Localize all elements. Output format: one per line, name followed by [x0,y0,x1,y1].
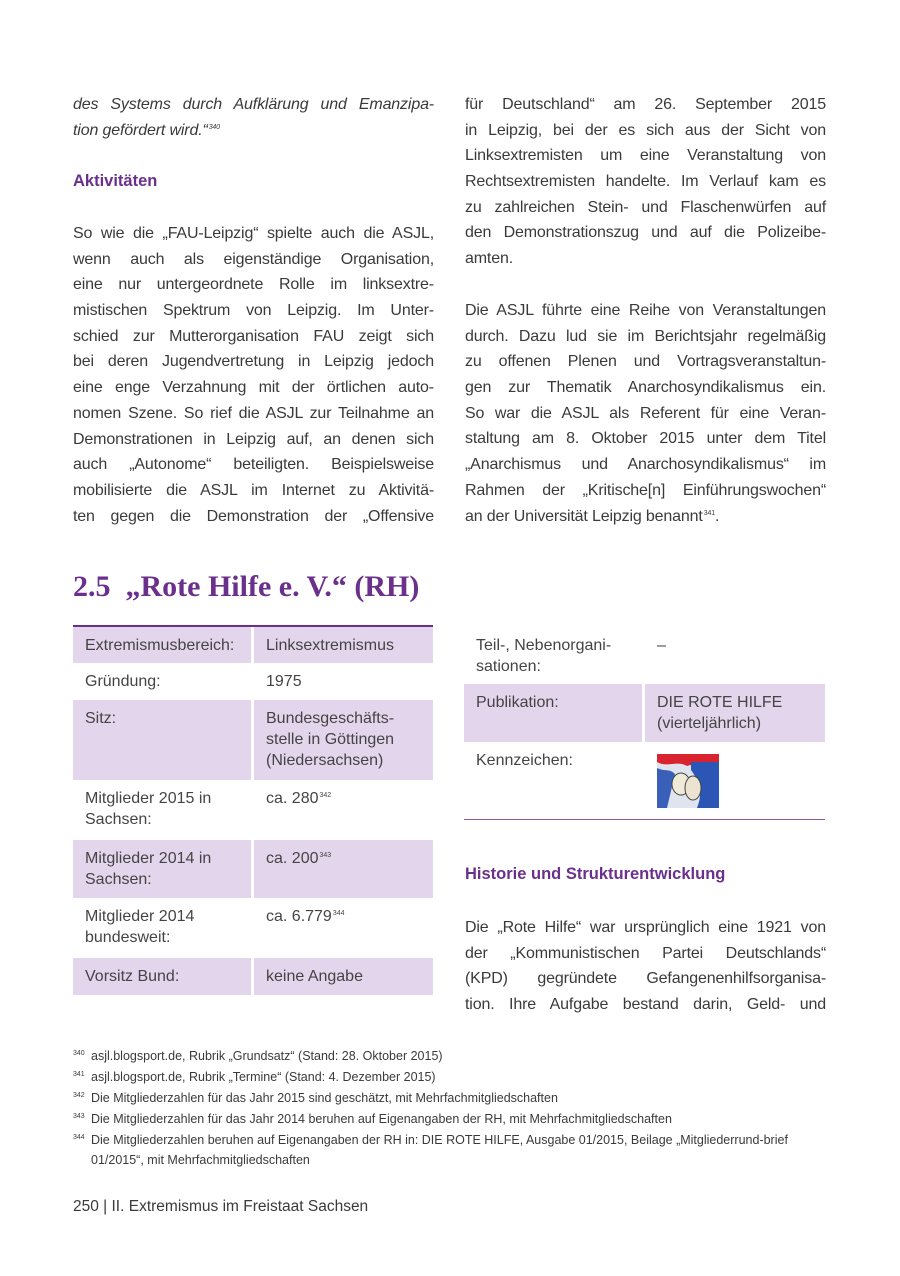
text-line [465,169,826,195]
footnote-text: asjl.blogsport.de, Rubrik „Grundsatz“ (Stand: 28. Oktober 2015) [91,1049,443,1063]
line-text: der „Kommunistischen Partei Deutschlands“ [465,944,826,962]
text-line [465,915,826,941]
table-row [73,627,433,663]
row-label: Teil-, Nebenorgani- sationen: [476,637,612,675]
footnote-number: 344 [73,1134,85,1141]
table-row [73,663,433,700]
row-value-text: Linksextremismus [266,637,395,654]
row-label: Mitglieder 2014 in Sachsen: [73,840,251,898]
text-line [465,992,826,1018]
text-line [73,118,434,144]
line-text: So wie die „FAU-Leipzig“ spielte auch die ASJL, [73,225,434,242]
line-text: bei deren Jugendvertretung in Leipzig jedoch [73,353,434,371]
line-text: zu offenen Plenen und Vortragsveranstaltun- [465,353,826,371]
text-line [465,92,826,118]
line-text: eine nur untergeordnete Rolle im linksextre- [73,276,434,294]
text-line [73,324,434,350]
text-line [73,504,434,530]
text-line [465,220,826,246]
row-value-text: ca. 200 [266,850,319,867]
row-value-text: keine Angabe [266,968,363,985]
line-text: Linksextremisten um eine Veranstaltung von [465,147,826,165]
line-text: „Anarchismus und Anarchosyndikalismus“ im [465,456,826,474]
row-value [645,742,825,819]
row-value [645,627,825,684]
row-value [254,898,433,958]
table-row [73,780,433,840]
line-text: tion gefördert wird.“ [73,121,208,139]
footnote-number: 342 [73,1092,85,1099]
text-line [465,941,826,967]
text-line [465,118,826,144]
row-value-text: 1975 [266,673,302,690]
footnote [73,1109,833,1129]
footnote-number: 340 [73,1050,85,1057]
text-line [73,401,434,427]
line-text: für Deutschland“ am 26. September 2015 [465,96,826,113]
line-text: ten gegen die Demonstration der „Offensive [73,507,434,525]
line-text: auch „Autonome“ beteiligten. Beispielsweise [73,456,434,474]
footnote-text: asjl.blogsport.de, Rubrik „Termine“ (Stand: 4. Dezember 2015) [91,1070,436,1084]
table-row [464,684,825,742]
text-line [465,246,826,272]
line-text: gen zur Thematik Anarchosyndikalismus ein. [465,379,826,397]
right-paragraph-2 [465,298,826,529]
line-text: amten. [465,250,514,268]
table-row [73,700,433,780]
page-footer: 250 | II. Extremismus im Freistaat Sachsen [73,1198,369,1215]
text-line [465,324,826,350]
row-label: Mitglieder 2014 bundesweit: [85,908,195,946]
line-text: an der Universität Leipzig benannt [465,507,703,525]
text-line [73,427,434,453]
footnote [73,1067,833,1087]
row-label: Publikation: [464,684,642,742]
text-line [73,375,434,401]
heading-aktivitaeten: Aktivitäten [73,172,158,190]
row-value [254,663,433,700]
line-text: mobilisierte die ASJL im Internet zu Aktivitä- [73,481,434,499]
fact-table-right [464,627,825,820]
text-line [465,504,826,530]
rote-hilfe-logo-icon [657,754,719,808]
line-text: tion. Ihre Aufgabe bestand darin, Geld- und [465,996,826,1014]
row-value [254,780,433,840]
line-text: So war die ASJL als Referent für eine Veran- [465,404,826,422]
text-line [465,966,826,992]
row-label: Vorsitz Bund: [73,958,251,995]
line-text: zu zahlreichen Stein- und Flaschenwürfen auf [465,198,826,216]
row-label: Sitz: [73,700,251,780]
table-row [464,627,825,684]
footnote-ref: 340 [208,123,220,131]
line-text: eine enge Verzahnung mit der örtlichen auto- [73,379,434,397]
footnote-ref: 343 [319,852,332,859]
line-text: des Systems durch Aufklärung und Emanzipa- [73,96,434,113]
line-text: . [714,507,720,525]
line-text: schied zur Mutterorganisation FAU zeigt sich [73,327,434,345]
line-text: durch. Dazu lud sie im Berichtsjahr regelmäßig [465,327,826,345]
historie-paragraph [465,915,826,1018]
table-row [73,958,433,995]
footnotes [73,1046,833,1171]
text-line [73,247,434,273]
line-text: Rechtsextremisten handelte. Im Verlauf kam es [465,173,826,191]
text-line [73,298,434,324]
row-value [254,958,433,995]
footnote-ref: 344 [332,910,345,917]
line-text: staltung am 8. Oktober 2015 unter dem Titel [465,430,826,448]
row-value [254,840,433,898]
line-text: wenn auch als eigenständige Organisation, [73,250,434,268]
row-value-text: ca. 6.779 [266,908,332,925]
row-value [645,684,825,742]
footnote-number: 341 [73,1071,85,1078]
row-value-text: DIE ROTE HILFE (vierteljährlich) [657,694,783,732]
footnote [73,1088,833,1108]
footnote-text: Die Mitgliederzahlen für das Jahr 2014 beruhen auf Eigenangaben der RH, mit Mehrfachmitgliedschaften [91,1112,672,1126]
table-row [73,840,433,898]
footnote-text: Die Mitgliederzahlen beruhen auf Eigenangaben der RH in: DIE ROTE HILFE, Ausgabe 01/2015, Beilage „Mitgliederrund-brief 01/2015“, mit Mehrfachmitgliedschaften [91,1133,788,1167]
left-top-quote [73,92,434,143]
line-text: Die „Rote Hilfe“ war ursprünglich eine 1921 von [465,919,826,936]
right-paragraph-1 [465,92,826,272]
fact-table-left [73,625,433,995]
row-value [254,627,433,663]
section-heading: 2.5 „Rote Hilfe e. V.“ (RH) [73,570,420,603]
text-line [465,478,826,504]
text-line [465,426,826,452]
text-line [465,401,826,427]
row-value-text: – [657,637,666,654]
text-line [73,272,434,298]
text-line [73,452,434,478]
row-label: Gründung: [85,673,161,690]
line-text: (KPD) gegründete Gefangenenhilfsorganisa- [465,970,826,988]
row-label: Kennzeichen: [476,752,573,769]
footnote-ref: 342 [319,792,332,799]
row-value-text: Bundesgeschäfts- stelle in Göttingen (Niedersachsen) [266,710,395,769]
text-line [73,478,434,504]
footnote-text: Die Mitgliederzahlen für das Jahr 2015 sind geschätzt, mit Mehrfachmitgliedschaften [91,1091,558,1105]
text-line [465,452,826,478]
footnote [73,1046,833,1066]
row-label: Extremismusbereich: [73,627,251,663]
footnote-ref: 341 [703,509,715,517]
text-line [73,349,434,375]
line-text: Rahmen der „Kritische[n] Einführungswochen“ [465,481,826,499]
table-row [464,742,825,819]
table-row [73,898,433,958]
text-line [73,92,434,118]
footnote [73,1130,833,1170]
row-label: Mitglieder 2015 in Sachsen: [85,790,212,828]
text-line [465,195,826,221]
heading-historie: Historie und Strukturentwicklung [465,865,726,883]
line-text: Die ASJL führte eine Reihe von Veranstaltungen [465,302,826,319]
text-line [465,143,826,169]
line-text: den Demonstrationszug und auf die Polizeibe- [465,224,826,242]
line-text: Demonstrationen in Leipzig auf, an denen sich [73,430,434,448]
footnote-number: 343 [73,1113,85,1120]
line-text: nomen Szene. So rief die ASJL zur Teilnahme an [73,404,434,422]
text-line [73,221,434,247]
line-text: mistischen Spektrum von Leipzig. Im Unter- [73,302,434,320]
left-paragraph [73,221,434,529]
line-text: in Leipzig, bei der es sich aus der Sicht von [465,121,826,139]
text-line [465,349,826,375]
row-value-text: ca. 280 [266,790,319,807]
text-line [465,298,826,324]
text-line [465,375,826,401]
row-value [254,700,433,780]
